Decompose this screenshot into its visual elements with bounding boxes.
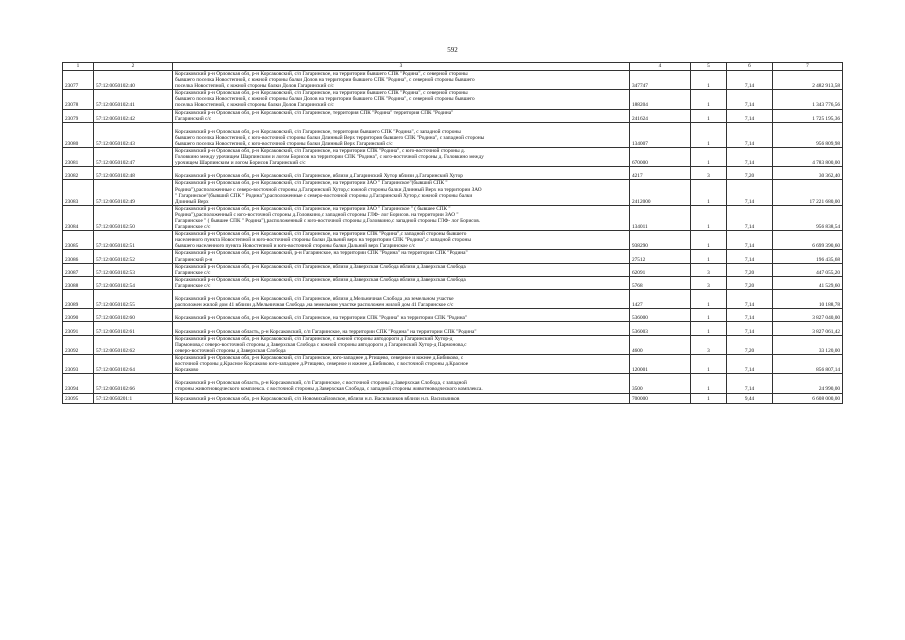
- category-code: 1: [691, 148, 727, 167]
- table-row: [63, 354, 843, 373]
- table-body: [63, 71, 843, 404]
- description-line: Корсаковский р-н Орловская обл, р-н Корсаковский, с/п Гагаринское, на территории бывшего СПК "Родина", с северной стороны: [175, 71, 468, 77]
- area-value: 347747: [630, 71, 691, 90]
- category-code: 1: [691, 205, 727, 230]
- location-description: [173, 148, 630, 167]
- location-description: [173, 393, 630, 403]
- category-code: 1: [691, 90, 727, 109]
- row-id: 23081: [63, 148, 94, 167]
- location-description: [173, 263, 630, 276]
- area-value: 134011: [630, 205, 691, 230]
- col-header-4: 4: [630, 63, 691, 71]
- rate-value: 7,14: [727, 122, 773, 147]
- cadastral-number: 57:12:0050102:64: [94, 354, 173, 373]
- row-id: 23084: [63, 205, 94, 230]
- cadastral-cost: 2 482 913,58: [773, 71, 843, 90]
- description-line: Гагаринский р-н: [175, 256, 213, 263]
- cadastral-cost: 956 838,54: [773, 205, 843, 230]
- cadastral-number: 57:12:0050102:40: [94, 71, 173, 90]
- category-code: 3: [691, 263, 727, 276]
- table-row: [63, 263, 843, 276]
- category-code: 1: [691, 393, 727, 403]
- cadastral-cost: 33 120,00: [773, 335, 843, 354]
- cadastral-cost: 6 699 390,60: [773, 231, 843, 250]
- table-row: [63, 109, 843, 122]
- description-line: Корсаковский р-н Орловская обл, р-н Корсаковский, с/п Гагаринское, на территории ЗАО " Гагаринское " ( бывшее СПК ": [175, 205, 451, 212]
- cadastral-cost: 447 055,20: [773, 263, 843, 276]
- area-value: 700000: [630, 393, 691, 403]
- table-row: [63, 71, 843, 90]
- rate-value: 7,20: [727, 276, 773, 289]
- area-value: 536000: [630, 309, 691, 322]
- rate-value: 7,20: [727, 335, 773, 354]
- cadastral-number: 57:12:0050102:47: [94, 148, 173, 167]
- area-value: 241624: [630, 109, 691, 122]
- category-code: 1: [691, 354, 727, 373]
- description-line: Корсаковский р-н Орловская обл, р-н Корсаковский, с/п Гагаринское, на территории СПК "Родина" на территории СПК "Родина": [175, 315, 468, 322]
- area-value: 62091: [630, 263, 691, 276]
- rate-value: 9,44: [727, 393, 773, 403]
- rate-value: 7,14: [727, 374, 773, 393]
- description-line: Корсаковский р-н Орловская обл, р-н Корсаковский, с/п Гагаринское, территория бывшего СПК "Родина", с западной стороны: [175, 128, 461, 135]
- category-code: 1: [691, 122, 727, 147]
- row-id: 23095: [63, 393, 94, 403]
- table-row: [63, 250, 843, 263]
- col-header-3: 3: [173, 63, 630, 71]
- area-value: 27512: [630, 250, 691, 263]
- table-row: [63, 180, 843, 205]
- cadastral-number: 57:12:0050102:61: [94, 322, 173, 335]
- category-code: 1: [691, 322, 727, 335]
- description-line: Корсаковский р-н Орловская обл, р-н Корсаковский, с/п Гагаринское, на территории ЗАО " Гагаринское"(бывший СПК ": [175, 180, 448, 187]
- col-header-2: 2: [94, 63, 173, 71]
- description-line: северо-восточной стороны д Заверхская Слобода: [175, 347, 286, 354]
- area-value: 536003: [630, 322, 691, 335]
- cadastral-number: 57:12:0050102:49: [94, 180, 173, 205]
- cadastral-number: 57:12:0050102:52: [94, 250, 173, 263]
- table-row: [63, 276, 843, 289]
- rate-value: 7,14: [727, 354, 773, 373]
- description-line: Корсаковский р-н Орловская обл, р-н Корсаковский, с/п Гагаринское, вблизи д.Гагаринский Хутор вблизи д.Гагаринский Хутор: [175, 173, 463, 180]
- description-line: Гагаринское " ( бывшее СПК " Родина"),расположенный с юго-восточной стороны д.Головкино,с западной стороны ГЛФ- лог Борисов.: [175, 217, 481, 224]
- rate-value: 7,14: [727, 250, 773, 263]
- cadastral-cost: 3 827 061,42: [773, 322, 843, 335]
- row-id: 23088: [63, 276, 94, 289]
- rate-value: 7,14: [727, 180, 773, 205]
- location-description: [173, 90, 630, 109]
- category-code: 1: [691, 309, 727, 322]
- location-description: [173, 71, 630, 90]
- description-line: Корсаковский р-н Орловская обл, р-н Корсаковский, с/п Гагаринское, вблизи д.Заверхская Слобода вблизи д.Заверхская Слобода: [175, 263, 466, 270]
- cadastral-table: [62, 62, 843, 404]
- table-row: [63, 231, 843, 250]
- location-description: [173, 205, 630, 230]
- description-line: бывшего поселка Новостепной, с юго-восточной стороны балки Длинный Верх Гагаринский с/с: [175, 141, 393, 148]
- rate-value: 7,14: [727, 90, 773, 109]
- description-line: стороны животноводческого комплекса. с восточной стороны д.Заверхская Слобода, с западной стороны животноводческого комплекса.: [175, 386, 483, 393]
- rate-value: 7,14: [727, 148, 773, 167]
- cadastral-number: 57:12:0050102:55: [94, 290, 173, 309]
- col-header-1: 1: [63, 63, 94, 71]
- category-code: 1: [691, 290, 727, 309]
- cadastral-cost: 1 343 776,56: [773, 90, 843, 109]
- location-description: [173, 290, 630, 309]
- description-line: Гагаринский с/с: [175, 115, 212, 122]
- cadastral-number: 57:12:0050102:62: [94, 335, 173, 354]
- description-line: Корсаковский р-н Орловская область, р-н Корсаковский, с/п Гагаринское, с восточной стороны д.Заверхская Слобода, с западной: [175, 380, 467, 387]
- row-id: 23089: [63, 290, 94, 309]
- description-line: Гагаринское с/с: [175, 282, 211, 289]
- description-line: бывшего населенного пункта Новостепной и юго-восточной стороны балки Дальний верх Гагаринское с/с: [175, 243, 416, 250]
- location-description: [173, 335, 630, 354]
- row-id: 23078: [63, 90, 94, 109]
- description-line: Корсаковский р-н Орловская обл, р-н Корсаковский, р-н Гагаринское, на территории СПК "Родина" на территории СПК "Родина": [175, 250, 468, 257]
- rate-value: 7,14: [727, 231, 773, 250]
- row-id: 23080: [63, 122, 94, 147]
- col-header-6: 6: [727, 63, 773, 71]
- category-code: 3: [691, 276, 727, 289]
- description-line: Длинный Верх: [175, 198, 209, 205]
- description-line: Головкино между урочищем Шарпинским и логом Борисов на территории СПК "Родина", с юго-восточной стороны д. Головкино между: [175, 154, 484, 161]
- description-line: населенного пункта Новостепной и юго-восточной стороны балки Дальний верх на территории СПК "Родина",с западной стороны: [175, 237, 471, 244]
- location-description: [173, 109, 630, 122]
- row-id: 23092: [63, 335, 94, 354]
- cadastral-cost: 6 608 000,00: [773, 393, 843, 403]
- area-value: 3500: [630, 374, 691, 393]
- row-id: 23083: [63, 180, 94, 205]
- table-row: [63, 122, 843, 147]
- description-line: поселка Новостепной, с южной стороны балки Долов Гагаринский с/с: [175, 102, 334, 109]
- row-id: 23094: [63, 374, 94, 393]
- cadastral-cost: 17 221 680,00: [773, 180, 843, 205]
- description-line: Корсаковский р-н Орловская обл, р-н Корсаковский, с/п Гагаринское, вблизи д.Заверхская Слобода вблизи д.Заверхская Слобода: [175, 276, 466, 283]
- location-description: [173, 250, 630, 263]
- description-line: бывшего поселка Новостепной, с южной стороны балки Долов на территории бывшего СПК "Родина", с северной стороны бывшего: [175, 77, 475, 84]
- location-description: [173, 180, 630, 205]
- rate-value: 7,20: [727, 263, 773, 276]
- cadastral-cost: 10 188,78: [773, 290, 843, 309]
- table-row: [63, 322, 843, 335]
- description-line: " Гагаринское"(бывший СПК " Родина"),расположенные с северо-восточной стороны д.Гагаринский Хутор,с южной стороны балки: [175, 192, 473, 199]
- area-value: 5768: [630, 276, 691, 289]
- cadastral-number: 57:12:0050102:66: [94, 374, 173, 393]
- rate-value: 7,14: [727, 109, 773, 122]
- description-line: поселка Новостепной, с южной стороны балки Долов Гагаринский с/с: [175, 83, 334, 90]
- location-description: [173, 276, 630, 289]
- description-line: Пармонова,с северо-восточной стороны д Заверхская Слобода с южной стороны автодороги д Гагаринский Хутор-д Пармонова,с: [175, 341, 467, 348]
- rate-value: 7,14: [727, 205, 773, 230]
- description-line: Гагаринское с/с: [175, 224, 211, 231]
- row-id: 23090: [63, 309, 94, 322]
- description-line: Корсаковский р-н Орловская область, р-н Корсаковский, с/п Гагаринское, на территории СПК "Родина" на территории СПК "Родина": [175, 328, 477, 335]
- cadastral-number: 57:12:0050102:41: [94, 90, 173, 109]
- col-header-5: 5: [691, 63, 727, 71]
- page-number: 592: [447, 46, 458, 54]
- cadastral-number: 57:12:0050201:1: [94, 393, 173, 403]
- cadastral-number: 57:12:0050102:60: [94, 309, 173, 322]
- row-id: 23091: [63, 322, 94, 335]
- description-line: Корсаково: [175, 367, 199, 374]
- category-code: 1: [691, 109, 727, 122]
- area-value: 670000: [630, 148, 691, 167]
- area-value: 4600: [630, 335, 691, 354]
- description-line: Родина"),расположенный с юго-восточной стороны д.Головкино,с западной стороны ГЛФ- лог Борисов. на территории ЗАО ": [175, 211, 459, 218]
- area-value: 2412000: [630, 180, 691, 205]
- cadastral-cost: 3 827 040,00: [773, 309, 843, 322]
- table-row: [63, 393, 843, 403]
- category-code: 3: [691, 335, 727, 354]
- col-header-7: 7: [773, 63, 843, 71]
- location-description: [173, 231, 630, 250]
- description-line: расположен жилой дом 41 вблизи д.Мельничная Слобода ,на земельном участке расположен жилой дом 41 Гагаринское с/с: [175, 302, 454, 309]
- rate-value: 7,14: [727, 309, 773, 322]
- area-value: 938290: [630, 231, 691, 250]
- cadastral-cost: 41 529,60: [773, 276, 843, 289]
- table-row: [63, 167, 843, 180]
- description-line: бывшего поселка Новостепной, с южной стороны балки Долов на территории бывшего СПК "Родина", с северной стороны бывшего: [175, 96, 475, 103]
- cadastral-cost: 4 783 800,00: [773, 148, 843, 167]
- description-line: бывшего поселка Новостепной, с юго-восточной стороны балки Длинный Верх территория бывшего СПК "Родина", с западной стороны: [175, 134, 485, 141]
- table-row: [63, 205, 843, 230]
- description-line: Корсаковский р-н Орловская обл, р-н Корсаковский, с/п Новомихайловское, вблизи н.п. Васильчиков вблизи н.п. Васильчиков: [175, 396, 460, 403]
- row-id: 23093: [63, 354, 94, 373]
- cadastral-cost: 956 809,98: [773, 122, 843, 147]
- cadastral-cost: 1 725 195,36: [773, 109, 843, 122]
- cadastral-number: 57:12:0050102:51: [94, 231, 173, 250]
- table-row: [63, 290, 843, 309]
- location-description: [173, 354, 630, 373]
- cadastral-cost: 196 435,68: [773, 250, 843, 263]
- area-value: 134007: [630, 122, 691, 147]
- description-line: Корсаковский р-н Орловская обл, р-н Корсаковский, с/п Гагаринское, на территории бывшего СПК "Родина", с северной стороны: [175, 90, 468, 97]
- location-description: [173, 322, 630, 335]
- location-description: [173, 122, 630, 147]
- cadastral-cost: 24 990,00: [773, 374, 843, 393]
- area-value: 120001: [630, 354, 691, 373]
- description-line: Корсаковский р-н Орловская обл, р-н Корсаковский, с/п Гагаринское, вблизи д.Мельничная Слобода ,на земельном участке: [175, 296, 454, 303]
- cadastral-number: 57:12:0050102:50: [94, 205, 173, 230]
- table-row: [63, 374, 843, 393]
- description-line: Корсаковский р-н Орловская обл, р-н Корсаковский, с/п Гагаринское, на территории СПК "Родина",с западной стороны бывшего: [175, 231, 467, 238]
- location-description: [173, 167, 630, 180]
- row-id: 23079: [63, 109, 94, 122]
- cadastral-number: 57:12:0050102:48: [94, 167, 173, 180]
- table-row: [63, 148, 843, 167]
- description-line: Корсаковский р-н Орловская обл, р-н Корсаковский, с/п Гагаринское, территория СПК "Родина" территория СПК "Родина": [175, 109, 454, 116]
- description-line: Корсаковский р-н Орловская обл, р-н Корсаковский, с/п Гагаринское, с южной стороны автодороги д Гагаринский Хутор-д: [175, 335, 453, 342]
- category-code: 1: [691, 231, 727, 250]
- cadastral-number: 57:12:0050102:43: [94, 122, 173, 147]
- area-value: 188204: [630, 90, 691, 109]
- rate-value: 7,14: [727, 322, 773, 335]
- rate-value: 7,20: [727, 167, 773, 180]
- category-code: 1: [691, 374, 727, 393]
- cadastral-number: 57:12:0050102:53: [94, 263, 173, 276]
- rate-value: 7,14: [727, 71, 773, 90]
- row-id: 23086: [63, 250, 94, 263]
- area-value: 4217: [630, 167, 691, 180]
- category-code: 3: [691, 167, 727, 180]
- category-code: 1: [691, 250, 727, 263]
- description-line: Корсаковский р-н Орловская обл, р-н Корсаковский, с/п Гагаринское, юго-западнее д.Ртищево, северное и южнее д.Бибиково, с: [175, 354, 464, 361]
- row-id: 23082: [63, 167, 94, 180]
- category-code: 1: [691, 71, 727, 90]
- description-line: Родина"),расположенные с северо-восточной стороны д.Гагаринский Хутор,с южной стороны балки Длинный Верх на территории ЗАО: [175, 186, 482, 193]
- rate-value: 7,14: [727, 290, 773, 309]
- description-line: урочищем Шарпинским и логом Борисов Гагаринский с/с: [175, 160, 306, 167]
- table-row: [63, 309, 843, 322]
- row-id: 23077: [63, 71, 94, 90]
- area-value: 1427: [630, 290, 691, 309]
- description-line: восточной стороны д.Красное Корсаково юго-западнее д.Ртищево, северное и южнее д.Бибиково, с восточной стороны д.Красное: [175, 361, 469, 368]
- table-row: [63, 90, 843, 109]
- cadastral-cost: 856 807,14: [773, 354, 843, 373]
- cadastral-number: 57:12:0050102:54: [94, 276, 173, 289]
- location-description: [173, 374, 630, 393]
- location-description: [173, 309, 630, 322]
- description-line: Корсаковский р-н Орловская обл, р-н Корсаковский, с/п Гагаринское, на территории СПК "Родина", с юго-восточной стороны д.: [175, 148, 465, 155]
- cadastral-cost: 30 362,40: [773, 167, 843, 180]
- row-id: 23087: [63, 263, 94, 276]
- table-row: [63, 335, 843, 354]
- row-id: 23085: [63, 231, 94, 250]
- header-row: [63, 63, 843, 71]
- description-line: Гагаринское с/с: [175, 269, 211, 276]
- category-code: 1: [691, 180, 727, 205]
- cadastral-number: 57:12:0050102:42: [94, 109, 173, 122]
